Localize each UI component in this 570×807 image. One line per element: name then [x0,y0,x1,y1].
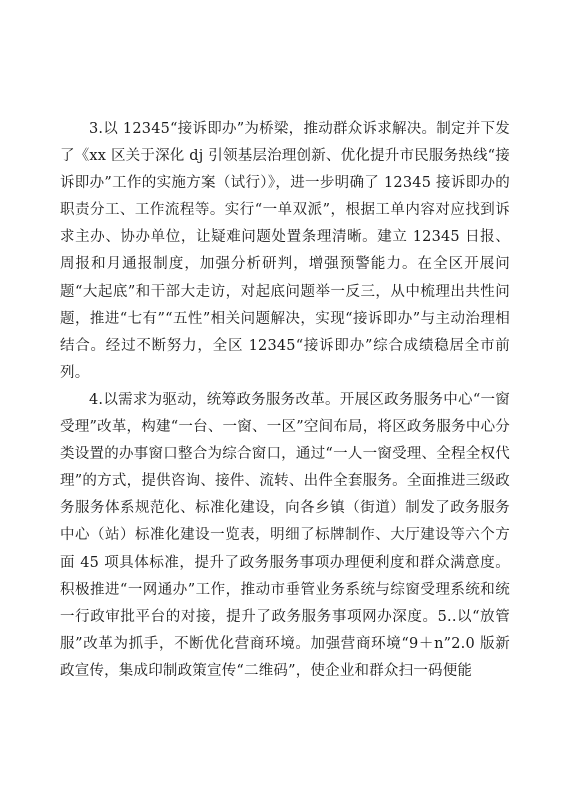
paragraph-4: 4.以需求为驱动，统筹政务服务改革。开展区政务服务中心“一窗受理”改革，构建“一台、一窗、一区”空间布局，将区政务服务中心分类设置的办事窗口整合为综合窗口，通过“一人一窗受理、全程全权代理”的方式，提供咨询、接件、流转、出件全套服务。全面推进三级政务服务体系规范化、标准化建设，向各乡镇（街道）制发了政务服务中心（站）标准化建设一览表，明细了标牌制作、大厅建设等六个方面 45 项具体标准，提升了政务服务事项办理便利度和群众满意度。积极推进“一网通办”工作，推动市垂管业务系统与综窗受理系统和统一行政审批平台的对接，提升了政务服务事项网办深度。5..以“放管服”改革为抓手，不断优化营商环境。加强营商环境“9＋n”2.0 版新政宣传，集成印制政策宣传“二维码”，使企业和群众扫一码便能 [60,391,510,679]
paragraph-3: 3.以 12345“接诉即办”为桥梁，推动群众诉求解决。制定并下发了《xx 区关于深化 dj 引领基层治理创新、优化提升市民服务热线“接诉即办”工作的实施方案（试行）》，进一步明确了 12345 接诉即办的职责分工、工作流程等。实行“一单双派”，根据工单内容对应找到诉求主办、协办单位，让疑难问题处置条理清晰。建立 12345 日报、周报和月通报制度，加强分析研判，增强预警能力。在全区开展问题“大起底”和干部大走访，对起底问题举一反三，从中梳理出共性问题，推进“七有”“五性”相关问题解决，实现“接诉即办”与主动治理相结合。经过不断努力，全区 12345“接诉即办”综合成绩稳居全市前列。 [60,121,510,381]
document-body [60,116,510,685]
